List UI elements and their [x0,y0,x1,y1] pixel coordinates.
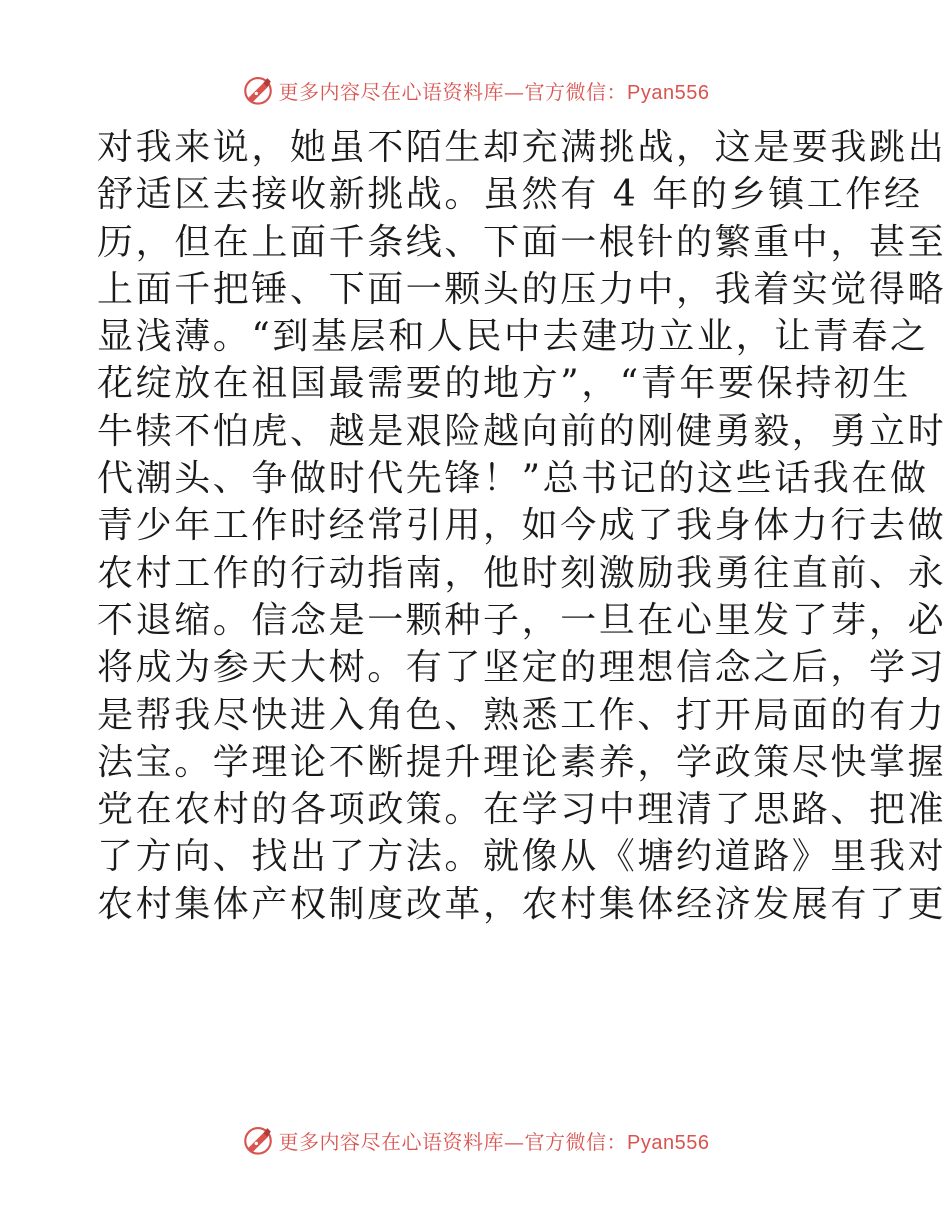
body-line: 花绽放在祖国最需要的地方”，“青年要保持初生 [97,363,912,405]
body-line: 舒适区去接收新挑战。虽然有 4 年的乡镇工作经 [97,174,923,216]
body-line: 牛犊不怕虎、越是艰险越向前的刚健勇毅，勇立时 [97,410,947,452]
body-line: 党在农村的各项政策。在学习中理清了思路、把准 [97,789,947,831]
pen-nib-logo-icon [241,73,275,107]
header-banner-text: 更多内容尽在心语资料库—官方微信：Pyan556 [278,79,710,104]
body-line: 显浅薄。“到基层和人民中去建功立业，让青春之 [97,316,929,358]
document-body [97,124,947,928]
body-line: 农村工作的行动指南，他时刻激励我勇往直前、永 [97,552,947,594]
body-line: 法宝。学理论不断提升理论素养，学政策尽快掌握 [97,741,947,783]
footer-banner [0,1122,950,1158]
body-line: 不退缩。信念是一颗种子，一旦在心里发了芽，必 [97,599,947,641]
body-line: 将成为参天大树。有了坚定的理想信念之后，学习 [97,647,947,689]
body-line: 了方向、找出了方法。就像从《塘约道路》里我对 [97,836,947,878]
body-line: 代潮头、争做时代先锋！”总书记的这些话我在做 [97,458,929,500]
header-wechat-id: Pyan556 [627,81,710,104]
body-line: 上面千把锤、下面一颗头的压力中，我着实觉得略 [97,268,947,310]
body-line: 农村集体产权制度改革，农村集体经济发展有了更 [97,883,947,925]
footer-banner-text: 更多内容尽在心语资料库—官方微信：Pyan556 [278,1129,710,1154]
body-line: 历，但在上面千条线、下面一根针的繁重中，甚至 [97,221,947,263]
pen-nib-logo-icon [241,1123,275,1157]
body-line: 对我来说，她虽不陌生却充满挑战，这是要我跳出 [97,127,947,168]
body-line: 是帮我尽快进入角色、熟悉工作、打开局面的有力 [97,694,947,736]
footer-wechat-id: Pyan556 [627,1131,710,1154]
body-line: 青少年工作时经常引用，如今成了我身体力行去做 [97,505,947,547]
header-banner [0,72,950,108]
